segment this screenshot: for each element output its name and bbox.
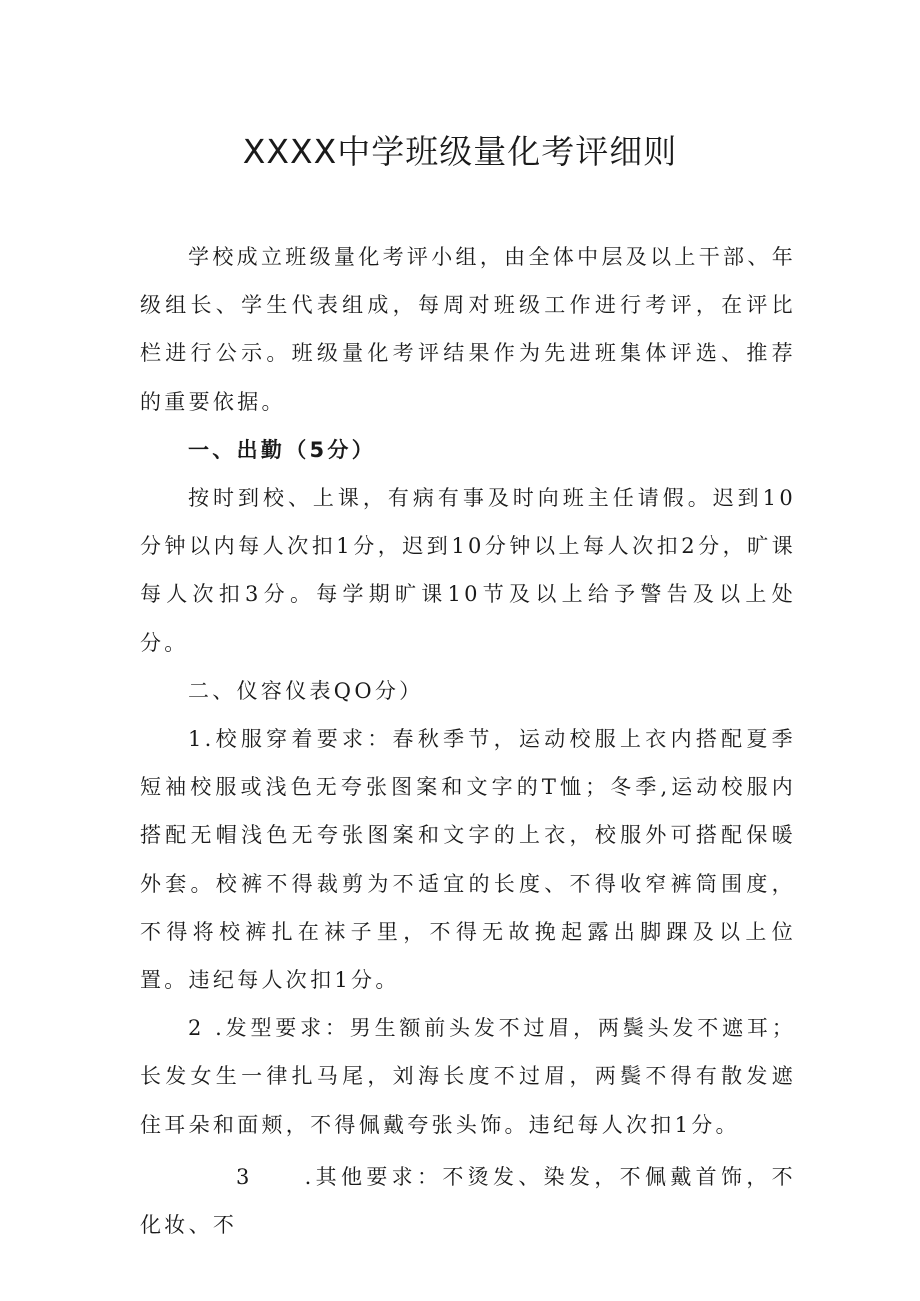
attendance-paragraph: 按时到校、上课，有病有事及时向班主任请假。迟到10分钟以内每人次扣1分，迟到10分钟以上每人次扣2分，旷课每人次扣3分。每学期旷课10节及以上给予警告及以上处分。 bbox=[140, 486, 796, 655]
uniform-paragraph: 1.校服穿着要求：春秋季节，运动校服上衣内搭配夏季短袖校服或浅色无夸张图案和文字的T恤；冬季,运动校服内搭配无帽浅色无夸张图案和文字的上衣，校服外可搭配保暖外套。校裤不得裁剪为不适宜的长度、不得收窄裤筒围度，不得将校裤扎在袜子里，不得无故挽起露出脚踝及以上位置。违纪每人次扣1分。 bbox=[140, 727, 796, 993]
intro-paragraph: 学校成立班级量化考评小组，由全体中层及以上干部、年级组长、学生代表组成，每周对班级工作进行考评，在评比栏进行公示。班级量化考评结果作为先进班集体评选、推荐的重要依据。 bbox=[140, 245, 796, 414]
hairstyle-paragraph: 2 .发型要求：男生额前头发不过眉，两鬓头发不遮耳；长发女生一律扎马尾，刘海长度不过眉，两鬓不得有散发遮住耳朵和面颊，不得佩戴夸张头饰。违纪每人次扣1分。 bbox=[140, 1016, 796, 1137]
other-requirements-paragraph bbox=[140, 1153, 796, 1249]
document-body bbox=[140, 233, 796, 1249]
other-requirements-text: .其他要求：不烫发、染发，不佩戴首饰，不化妆、不 bbox=[140, 1164, 796, 1238]
document-title: XXXX中学班级量化考评细则 bbox=[242, 132, 678, 171]
section-heading-appearance: 二、仪容仪表QO分） bbox=[188, 678, 424, 703]
item-number: 3 bbox=[236, 1164, 253, 1189]
section-heading-attendance: 一、出勤（5分） bbox=[188, 437, 377, 462]
